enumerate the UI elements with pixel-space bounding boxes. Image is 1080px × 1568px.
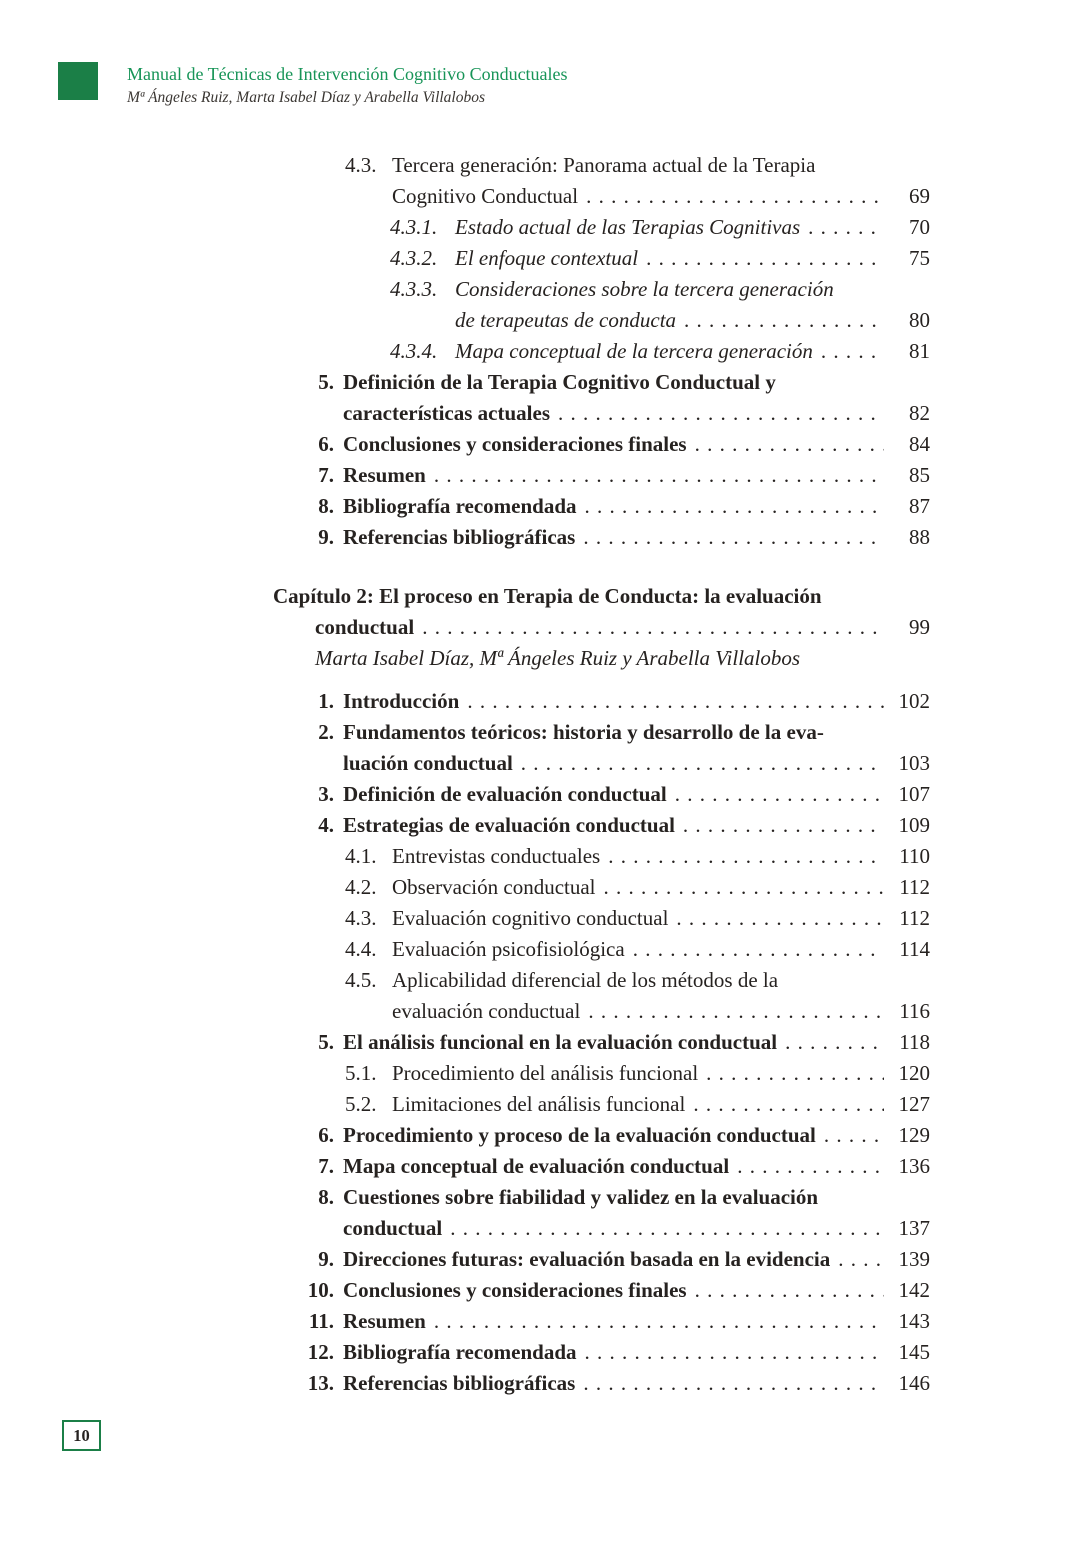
toc-entry-line: [302, 810, 930, 841]
entry-text: Entrevistas conductuales: [392, 844, 601, 868]
entry-text: Consideraciones sobre la tercera generación: [455, 277, 834, 301]
entry-text: Estado actual de las Terapias Cognitivas: [455, 215, 801, 239]
entry-page-number: 114: [899, 937, 930, 961]
book-authors: Mª Ángeles Ruiz, Marta Isabel Díaz y Arabella Villalobos: [127, 89, 486, 106]
entry-number: 1.: [318, 689, 334, 713]
dot-leader: [434, 1306, 884, 1337]
entry-page-number: 116: [899, 999, 930, 1023]
entry-page-number: 99: [909, 615, 930, 639]
entry-page-number: 70: [909, 215, 930, 239]
entry-page-number: 129: [898, 1123, 930, 1147]
entry-text: Limitaciones del análisis funcional: [392, 1092, 686, 1116]
toc-entry-line: [345, 1058, 930, 1089]
entry-text: Resumen: [343, 1309, 426, 1333]
toc-entry: [390, 274, 930, 336]
entry-text: Direcciones futuras: evaluación basada en la evidencia: [343, 1247, 831, 1271]
toc-entry: [302, 367, 930, 429]
entry-text: Mapa conceptual de la tercera generación: [455, 339, 813, 363]
toc-entry: [302, 522, 930, 553]
dot-leader: [824, 1120, 884, 1151]
toc-entry: [302, 810, 930, 841]
entry-page-number: 85: [909, 463, 930, 487]
page-header: [58, 62, 568, 110]
entry-number: 13.: [307, 1371, 334, 1395]
dot-leader: [785, 1027, 884, 1058]
entry-text: Definición de evaluación conductual: [343, 782, 667, 806]
entry-page-number: 112: [899, 875, 930, 899]
dot-leader: [586, 181, 884, 212]
entry-number: 8.: [318, 494, 334, 518]
toc-entry-line: [302, 1151, 930, 1182]
entry-page-number: 145: [898, 1340, 930, 1364]
toc-entry: [302, 686, 930, 717]
entry-page-number: 127: [898, 1092, 930, 1116]
toc-entry: [345, 965, 930, 1027]
entry-text: Conclusiones y consideraciones finales: [343, 1278, 687, 1302]
toc-entry: [345, 872, 930, 903]
dot-leader: [706, 1058, 884, 1089]
header-square-icon: [58, 62, 98, 100]
chapter-heading: [273, 581, 930, 643]
entry-page-number: 109: [898, 813, 930, 837]
toc-entry: [345, 1058, 930, 1089]
dot-leader: [583, 522, 884, 553]
entry-page-number: 146: [898, 1371, 930, 1395]
dot-leader: [467, 686, 884, 717]
toc-entry-line: [302, 779, 930, 810]
entry-page-number: 88: [909, 525, 930, 549]
dot-leader: [683, 810, 884, 841]
toc-entry: [302, 1337, 930, 1368]
dot-leader: [821, 336, 884, 367]
toc-entry: [302, 1244, 930, 1275]
entry-text: luación conductual: [343, 751, 513, 775]
dot-leader: [737, 1151, 884, 1182]
toc-entry-line: [302, 460, 930, 491]
toc-entry: [390, 336, 930, 367]
entry-text: Definición de la Terapia Cognitivo Conductual y: [343, 370, 776, 394]
entry-number: 4.2.: [345, 875, 377, 899]
toc-entry: [302, 1151, 930, 1182]
dot-leader: [808, 212, 884, 243]
dot-leader: [693, 1089, 884, 1120]
entry-page-number: 103: [898, 751, 930, 775]
toc-entry-line: [302, 522, 930, 553]
entry-number: 5.2.: [345, 1092, 377, 1116]
dot-leader: [608, 841, 884, 872]
toc-entry-line: [302, 686, 930, 717]
entry-number: 4.: [318, 813, 334, 837]
entry-text: características actuales: [343, 401, 550, 425]
toc-entry-line: [390, 243, 930, 274]
toc-entry-line: [345, 872, 930, 903]
entry-number: 7.: [318, 463, 334, 487]
entry-text: Tercera generación: Panorama actual de la Terapia: [392, 153, 816, 177]
toc-entry: [302, 1306, 930, 1337]
toc-entry-line: [390, 212, 930, 243]
entry-text: El enfoque contextual: [455, 246, 639, 270]
toc-entry: [345, 150, 930, 212]
entry-page-number: 142: [898, 1278, 930, 1302]
entry-page-number: 136: [898, 1154, 930, 1178]
toc-entry-line: [302, 717, 930, 748]
dot-leader: [695, 1275, 884, 1306]
toc-entry-line: [302, 1337, 930, 1368]
entry-text: Resumen: [343, 463, 426, 487]
entry-number: 4.3.: [345, 153, 377, 177]
dot-leader: [646, 243, 884, 274]
table-of-contents: [0, 150, 1080, 1399]
dot-leader: [633, 934, 884, 965]
toc-entry-line: [345, 1089, 930, 1120]
toc-entry-line: [345, 965, 930, 996]
entry-number: 2.: [318, 720, 334, 744]
entry-text: Cognitivo Conductual: [392, 184, 579, 208]
dot-leader: [588, 996, 884, 1027]
entry-text: Conclusiones y consideraciones finales: [343, 432, 687, 456]
toc-entry-line: [302, 398, 930, 429]
toc-entry-line: [273, 612, 930, 643]
entry-text: conductual: [315, 615, 415, 639]
entry-number: 6.: [318, 432, 334, 456]
toc-entry: [302, 1120, 930, 1151]
entry-page-number: 80: [909, 308, 930, 332]
toc-entry-line: [345, 996, 930, 1027]
page-number: 10: [73, 1425, 90, 1445]
dot-leader: [585, 1337, 884, 1368]
entry-number: 4.3.2.: [390, 246, 438, 270]
entry-text: Estrategias de evaluación conductual: [343, 813, 675, 837]
toc-entry-line: [302, 1182, 930, 1213]
toc-entry-line: [345, 903, 930, 934]
toc-entry-line: [345, 841, 930, 872]
entry-text: Bibliografía recomendada: [343, 1340, 577, 1364]
entry-page-number: 120: [898, 1061, 930, 1085]
toc-entry-line: [302, 429, 930, 460]
entry-number: 4.3.4.: [390, 339, 438, 363]
entry-text: Procedimiento del análisis funcional: [392, 1061, 699, 1085]
entry-number: 5.: [318, 1030, 334, 1054]
toc-entry: [390, 243, 930, 274]
entry-text: Referencias bibliográficas: [343, 525, 576, 549]
toc-entry-line: [273, 581, 930, 612]
entry-number: 9.: [318, 1247, 334, 1271]
entry-text: Procedimiento y proceso de la evaluación conductual: [343, 1123, 816, 1147]
dot-leader: [838, 1244, 884, 1275]
toc-entry-line: [302, 1027, 930, 1058]
entry-number: 5.: [318, 370, 334, 394]
entry-text: El análisis funcional en la evaluación conductual: [343, 1030, 778, 1054]
entry-text: Marta Isabel Díaz, Mª Ángeles Ruiz y Arabella Villalobos: [315, 646, 801, 670]
entry-text: Mapa conceptual de evaluación conductual: [343, 1154, 730, 1178]
toc-entry-line: [345, 934, 930, 965]
toc-entry-line: [315, 643, 930, 674]
book-title: Manual de Técnicas de Intervención Cognitivo Conductuales: [127, 64, 568, 84]
dot-leader: [450, 1213, 884, 1244]
dot-leader: [585, 491, 884, 522]
entry-text: Aplicabilidad diferencial de los métodos de la: [392, 968, 779, 992]
toc-entry-line: [302, 1244, 930, 1275]
entry-page-number: 82: [909, 401, 930, 425]
entry-number: 3.: [318, 782, 334, 806]
dot-leader: [695, 429, 884, 460]
toc-entry: [345, 903, 930, 934]
toc-entry: [302, 429, 930, 460]
entry-text: Evaluación psicofisiológica: [392, 937, 625, 961]
dot-leader: [558, 398, 884, 429]
chapter-authors: [315, 643, 930, 674]
dot-leader: [684, 305, 884, 336]
entry-number: 6.: [318, 1123, 334, 1147]
toc-entry-line: [302, 748, 930, 779]
entry-text: de terapeutas de conducta: [455, 308, 677, 332]
toc-entry-line: [302, 367, 930, 398]
toc-entry-line: [390, 274, 930, 305]
entry-page-number: 69: [909, 184, 930, 208]
entry-text: Referencias bibliográficas: [343, 1371, 576, 1395]
dot-leader: [422, 612, 884, 643]
toc-entry: [302, 1182, 930, 1244]
entry-number: 8.: [318, 1185, 334, 1209]
toc-entry: [302, 1027, 930, 1058]
toc-entry: [302, 460, 930, 491]
toc-entry-line: [302, 1120, 930, 1151]
entry-page-number: 118: [899, 1030, 930, 1054]
entry-text: evaluación conductual: [392, 999, 581, 1023]
entry-text: Evaluación cognitivo conductual: [392, 906, 669, 930]
entry-text: conductual: [343, 1216, 443, 1240]
entry-page-number: 87: [909, 494, 930, 518]
entry-page-number: 81: [909, 339, 930, 363]
entry-number: 4.3.3.: [390, 277, 438, 301]
entry-page-number: 107: [898, 782, 930, 806]
toc-entry: [390, 212, 930, 243]
header-text: [127, 62, 568, 110]
toc-entry: [302, 1368, 930, 1399]
entry-page-number: 84: [909, 432, 930, 456]
toc-entry-line: [302, 491, 930, 522]
entry-page-number: 143: [898, 1309, 930, 1333]
toc-entry-line: [302, 1306, 930, 1337]
dot-leader: [521, 748, 884, 779]
entry-number: 10.: [307, 1278, 334, 1302]
toc-entry: [302, 717, 930, 779]
toc-entry: [345, 934, 930, 965]
entry-number: 5.1.: [345, 1061, 377, 1085]
toc-entry-line: [390, 305, 930, 336]
entry-page-number: 75: [909, 246, 930, 270]
entry-page-number: 137: [898, 1216, 930, 1240]
entry-page-number: 139: [898, 1247, 930, 1271]
entry-number: 11.: [308, 1309, 334, 1333]
toc-entry-line: [390, 336, 930, 367]
toc-entry: [345, 1089, 930, 1120]
entry-number: 4.3.: [345, 906, 377, 930]
dot-leader: [675, 779, 884, 810]
toc-entry-line: [345, 181, 930, 212]
entry-text: Observación conductual: [392, 875, 596, 899]
dot-leader: [604, 872, 884, 903]
entry-text: Introducción: [343, 689, 460, 713]
entry-number: 4.3.1.: [390, 215, 438, 239]
entry-number: 9.: [318, 525, 334, 549]
entry-text: Bibliografía recomendada: [343, 494, 577, 518]
dot-leader: [434, 460, 884, 491]
entry-page-number: 110: [899, 844, 930, 868]
page-number-box: [62, 1420, 101, 1451]
toc-entry: [302, 1275, 930, 1306]
entry-text: Fundamentos teóricos: historia y desarrollo de la eva-: [343, 720, 824, 744]
entry-number: 4.1.: [345, 844, 377, 868]
entry-number: 7.: [318, 1154, 334, 1178]
entry-number: 4.5.: [345, 968, 377, 992]
toc-entry-line: [302, 1275, 930, 1306]
toc-entry: [345, 841, 930, 872]
toc-entry: [302, 779, 930, 810]
toc-entry-line: [345, 150, 930, 181]
entry-text: Capítulo 2: El proceso en Terapia de Conducta: la evaluación: [273, 584, 822, 608]
entry-page-number: 112: [899, 906, 930, 930]
entry-text: Cuestiones sobre fiabilidad y validez en la evaluación: [343, 1185, 819, 1209]
toc-entry: [302, 491, 930, 522]
dot-leader: [676, 903, 884, 934]
toc-entry-line: [302, 1213, 930, 1244]
dot-leader: [583, 1368, 884, 1399]
entry-number: 4.4.: [345, 937, 377, 961]
entry-page-number: 102: [898, 689, 930, 713]
entry-number: 12.: [307, 1340, 334, 1364]
toc-entry-line: [302, 1368, 930, 1399]
